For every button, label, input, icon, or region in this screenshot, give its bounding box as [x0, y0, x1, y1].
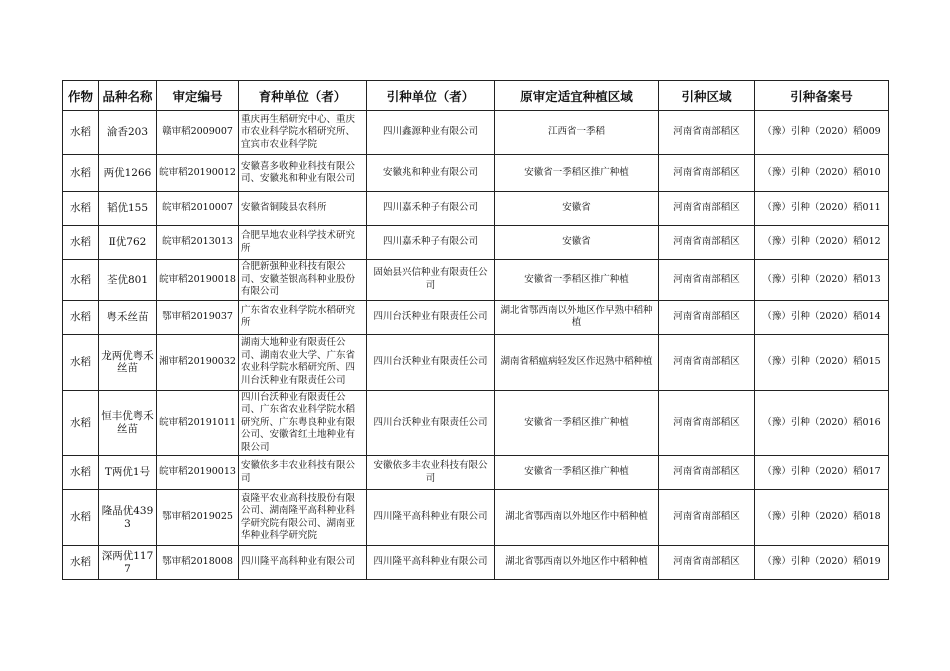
original-region-cell: 湖北省鄂西南以外地区作中稻种植	[495, 546, 659, 580]
variety-name-cell: Ⅱ优762	[99, 226, 157, 260]
original-region-cell: 安徽省一季稻区推广种植	[495, 260, 659, 301]
table-row	[63, 390, 889, 456]
header-breeding-unit: 育种单位（者）	[239, 81, 367, 111]
variety-name-cell: 韬优155	[99, 192, 157, 226]
approval-number-cell: 鄂审稻2019037	[157, 300, 239, 334]
introduction-region-cell: 河南省南部稻区	[659, 390, 755, 456]
breeding-unit-cell: 重庆再生稻研究中心、重庆市农业科学院水稻研究所、宜宾市农业科学院	[239, 111, 367, 155]
introducing-unit-cell: 安徽兆和种业有限公司	[367, 155, 495, 192]
table-row	[63, 192, 889, 226]
header-row	[63, 81, 889, 111]
table-row	[63, 456, 889, 490]
header-crop: 作物	[63, 81, 99, 111]
original-region-cell: 湖南省稻瘟病轻发区作迟熟中稻种植	[495, 334, 659, 390]
breeding-unit-cell: 四川台沃种业有限责任公司、广东省农业科学院水稻研究所、广东粤良种业有限公司、安徽省红土地种业有限公司	[239, 390, 367, 456]
filing-number-cell: （豫）引种（2020）稻012	[755, 226, 889, 260]
variety-name-cell: T两优1号	[99, 456, 157, 490]
breeding-unit-cell: 安徽省铜陵县农科所	[239, 192, 367, 226]
filing-number-cell: （豫）引种（2020）稻010	[755, 155, 889, 192]
filing-number-cell: （豫）引种（2020）稻015	[755, 334, 889, 390]
original-region-cell: 安徽省一季稻区推广种植	[495, 155, 659, 192]
original-region-cell: 安徽省一季稻区推广种植	[495, 456, 659, 490]
introducing-unit-cell: 四川台沃种业有限责任公司	[367, 300, 495, 334]
introducing-unit-cell: 四川隆平高科种业有限公司	[367, 490, 495, 546]
filing-number-cell: （豫）引种（2020）稻013	[755, 260, 889, 301]
seed-registration-table	[62, 80, 889, 580]
approval-number-cell: 鄂审稻2019025	[157, 490, 239, 546]
approval-number-cell: 鄂审稻2018008	[157, 546, 239, 580]
breeding-unit-cell: 袁隆平农业高科技股份有限公司、湖南隆平高科种业科学研究院有限公司、湖南亚华种业科学研究院	[239, 490, 367, 546]
introducing-unit-cell: 四川嘉禾种子有限公司	[367, 226, 495, 260]
approval-number-cell: 赣审稻2009007	[157, 111, 239, 155]
approval-number-cell: 湘审稻20190032	[157, 334, 239, 390]
table-row	[63, 260, 889, 301]
table-body	[63, 111, 889, 580]
header-introduction-region: 引种区域	[659, 81, 755, 111]
original-region-cell: 安徽省	[495, 192, 659, 226]
original-region-cell: 江西省一季稻	[495, 111, 659, 155]
header-approval-number: 审定编号	[157, 81, 239, 111]
approval-number-cell: 皖审稻20190018	[157, 260, 239, 301]
introducing-unit-cell: 四川台沃种业有限责任公司	[367, 390, 495, 456]
introducing-unit-cell: 固始县兴信种业有限责任公司	[367, 260, 495, 301]
introduction-region-cell: 河南省南部稻区	[659, 260, 755, 301]
introduction-region-cell: 河南省南部稻区	[659, 546, 755, 580]
original-region-cell: 湖北省鄂西南以外地区作早熟中稻种植	[495, 300, 659, 334]
approval-number-cell: 皖审稻20190012	[157, 155, 239, 192]
crop-cell: 水稻	[63, 260, 99, 301]
introduction-region-cell: 河南省南部稻区	[659, 155, 755, 192]
breeding-unit-cell: 安徽喜多收种业科技有限公司、安徽兆和种业有限公司	[239, 155, 367, 192]
crop-cell: 水稻	[63, 192, 99, 226]
variety-name-cell: 渝香203	[99, 111, 157, 155]
introducing-unit-cell: 四川嘉禾种子有限公司	[367, 192, 495, 226]
filing-number-cell: （豫）引种（2020）稻016	[755, 390, 889, 456]
variety-name-cell: 深两优1177	[99, 546, 157, 580]
introduction-region-cell: 河南省南部稻区	[659, 300, 755, 334]
filing-number-cell: （豫）引种（2020）稻014	[755, 300, 889, 334]
introduction-region-cell: 河南省南部稻区	[659, 226, 755, 260]
table-row	[63, 111, 889, 155]
header-original-region: 原审定适宜种植区域	[495, 81, 659, 111]
introducing-unit-cell: 安徽依多丰农业科技有限公司	[367, 456, 495, 490]
crop-cell: 水稻	[63, 300, 99, 334]
original-region-cell: 安徽省	[495, 226, 659, 260]
introducing-unit-cell: 四川台沃种业有限责任公司	[367, 334, 495, 390]
table-row	[63, 300, 889, 334]
filing-number-cell: （豫）引种（2020）稻018	[755, 490, 889, 546]
table-row	[63, 226, 889, 260]
variety-name-cell: 隆晶优4393	[99, 490, 157, 546]
introduction-region-cell: 河南省南部稻区	[659, 192, 755, 226]
filing-number-cell: （豫）引种（2020）稻009	[755, 111, 889, 155]
table-row	[63, 334, 889, 390]
crop-cell: 水稻	[63, 390, 99, 456]
breeding-unit-cell: 合肥新强种业科技有限公司、安徽荃银高科种业股份有限公司	[239, 260, 367, 301]
original-region-cell: 湖北省鄂西南以外地区作中稻种植	[495, 490, 659, 546]
approval-number-cell: 皖审稻2010007	[157, 192, 239, 226]
breeding-unit-cell: 安徽依多丰农业科技有限公司	[239, 456, 367, 490]
breeding-unit-cell: 湖南大地种业有限责任公司、湖南农业大学、广东省农业科学院水稻研究所、四川台沃种业有限责任公司	[239, 334, 367, 390]
introduction-region-cell: 河南省南部稻区	[659, 334, 755, 390]
crop-cell: 水稻	[63, 111, 99, 155]
introduction-region-cell: 河南省南部稻区	[659, 490, 755, 546]
breeding-unit-cell: 广东省农业科学院水稻研究所	[239, 300, 367, 334]
introducing-unit-cell: 四川隆平高科种业有限公司	[367, 546, 495, 580]
filing-number-cell: （豫）引种（2020）稻011	[755, 192, 889, 226]
introduction-region-cell: 河南省南部稻区	[659, 456, 755, 490]
filing-number-cell: （豫）引种（2020）稻019	[755, 546, 889, 580]
filing-number-cell: （豫）引种（2020）稻017	[755, 456, 889, 490]
introduction-region-cell: 河南省南部稻区	[659, 111, 755, 155]
approval-number-cell: 皖审稻2013013	[157, 226, 239, 260]
crop-cell: 水稻	[63, 226, 99, 260]
crop-cell: 水稻	[63, 155, 99, 192]
header-introducing-unit: 引种单位（者）	[367, 81, 495, 111]
table-row	[63, 490, 889, 546]
original-region-cell: 安徽省一季稻区推广种植	[495, 390, 659, 456]
table-row	[63, 546, 889, 580]
header-filing-number: 引种备案号	[755, 81, 889, 111]
variety-name-cell: 粤禾丝苗	[99, 300, 157, 334]
breeding-unit-cell: 合肥旱地农业科学技术研究所	[239, 226, 367, 260]
crop-cell: 水稻	[63, 490, 99, 546]
crop-cell: 水稻	[63, 546, 99, 580]
header-variety-name: 品种名称	[99, 81, 157, 111]
introducing-unit-cell: 四川鑫源种业有限公司	[367, 111, 495, 155]
variety-name-cell: 两优1266	[99, 155, 157, 192]
approval-number-cell: 皖审稻20190013	[157, 456, 239, 490]
crop-cell: 水稻	[63, 456, 99, 490]
crop-cell: 水稻	[63, 334, 99, 390]
breeding-unit-cell: 四川隆平高科种业有限公司	[239, 546, 367, 580]
variety-name-cell: 龙两优粤禾丝苗	[99, 334, 157, 390]
variety-name-cell: 恒丰优粤禾丝苗	[99, 390, 157, 456]
table-row	[63, 155, 889, 192]
approval-number-cell: 皖审稻20191011	[157, 390, 239, 456]
variety-name-cell: 荃优801	[99, 260, 157, 301]
